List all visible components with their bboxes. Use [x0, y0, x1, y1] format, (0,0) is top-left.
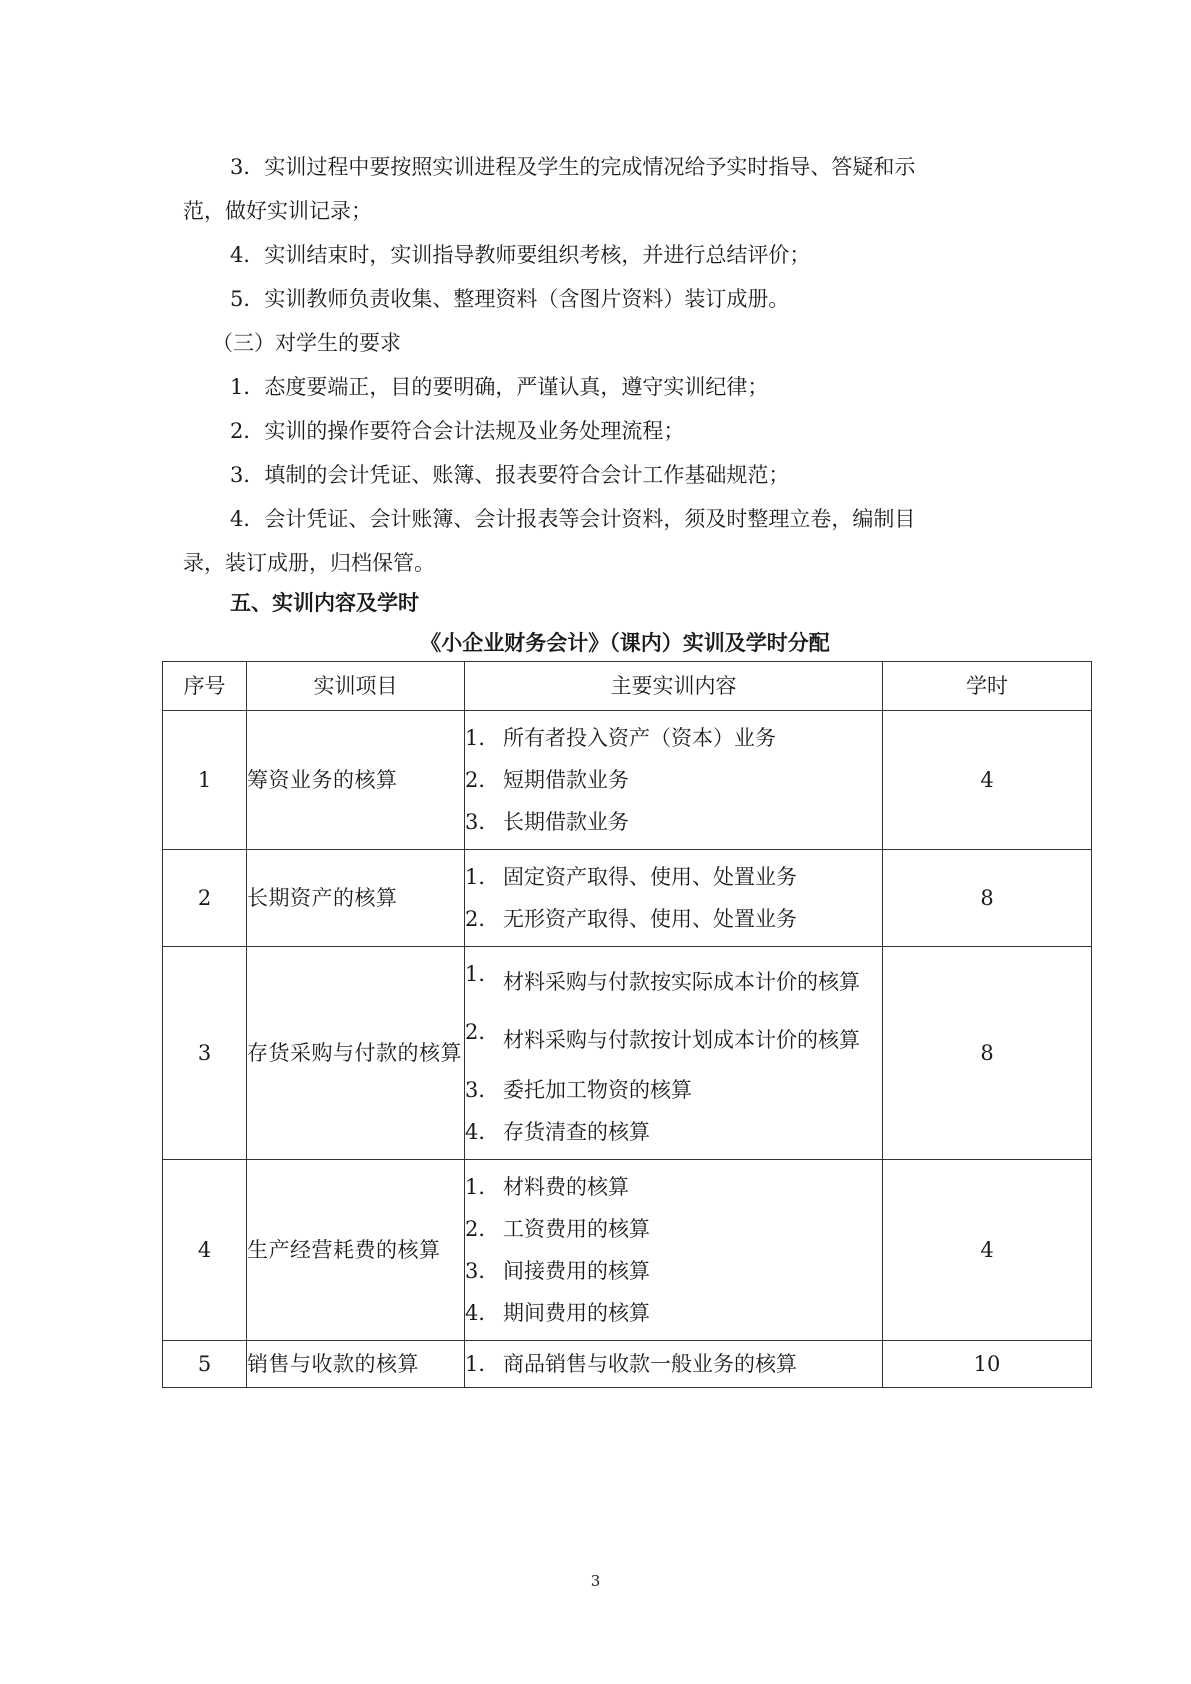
content-item: 2． 无形资产取得、使用、处置业务 — [465, 907, 797, 931]
content-item: 1． 材料费的核算 — [465, 1175, 629, 1199]
header-no: 序号 — [163, 662, 247, 711]
row-no: 5 — [163, 1341, 247, 1388]
table-row — [163, 947, 1092, 1160]
row-no: 3 — [163, 947, 247, 1160]
table-header-row — [163, 662, 1092, 711]
row-hours: 4 — [883, 1160, 1092, 1341]
row-project: 筹资业务的核算 — [247, 711, 465, 850]
row-hours: 8 — [883, 947, 1092, 1160]
content-item: 1． 固定资产取得、使用、处置业务 — [465, 865, 797, 889]
section-heading: 五、实训内容及学时 — [230, 590, 419, 615]
row-project: 销售与收款的核算 — [247, 1341, 465, 1388]
paragraph-line: 4．实训结束时，实训指导教师要组织考核，并进行总结评价； — [230, 243, 811, 267]
paragraph-line: 录，装订成册，归档保管。 — [183, 551, 435, 575]
paragraph-line: 3．实训过程中要按照实训进程及学生的完成情况给予实时指导、答疑和示 — [230, 155, 916, 179]
content-item: 2． 短期借款业务 — [465, 768, 629, 792]
content-item: 2． 材料采购与付款按计划成本计价的核算 — [465, 1020, 860, 1052]
paragraph-line: 4．会计凭证、会计账簿、会计报表等会计资料，须及时整理立卷，编制目 — [230, 507, 916, 531]
row-project: 存货采购与付款的核算 — [247, 947, 465, 1160]
row-hours: 8 — [883, 850, 1092, 947]
row-content — [465, 1160, 883, 1341]
row-no: 4 — [163, 1160, 247, 1341]
paragraph-line: 2．实训的操作要符合会计法规及业务处理流程； — [230, 419, 685, 443]
paragraph-line: 3．填制的会计凭证、账簿、报表要符合会计工作基础规范； — [230, 463, 790, 487]
row-no: 2 — [163, 850, 247, 947]
row-project: 生产经营耗费的核算 — [247, 1160, 465, 1341]
row-content — [465, 711, 883, 850]
row-content — [465, 850, 883, 947]
header-content: 主要实训内容 — [465, 662, 883, 711]
table-row — [163, 850, 1092, 947]
table-row — [163, 1341, 1092, 1388]
row-no: 1 — [163, 711, 247, 850]
content-item: 1． 商品销售与收款一般业务的核算 — [465, 1352, 797, 1376]
page-number: 3 — [590, 1572, 601, 1590]
content-item: 3． 间接费用的核算 — [465, 1259, 650, 1283]
content-item: 2． 工资费用的核算 — [465, 1217, 650, 1241]
header-project: 实训项目 — [247, 662, 465, 711]
header-hours: 学时 — [883, 662, 1092, 711]
paragraph-line: 1．态度要端正，目的要明确，严谨认真，遵守实训纪律； — [230, 375, 769, 399]
table-caption: 《小企业财务会计》（课内）实训及学时分配 — [420, 630, 830, 655]
row-content — [465, 1341, 883, 1388]
content-item: 1． 材料采购与付款按实际成本计价的核算 — [465, 962, 860, 994]
row-project: 长期资产的核算 — [247, 850, 465, 947]
training-hours-table — [162, 661, 1092, 1388]
content-item: 4． 期间费用的核算 — [465, 1301, 650, 1325]
content-item: 3． 长期借款业务 — [465, 810, 629, 834]
row-content — [465, 947, 883, 1160]
row-hours: 4 — [883, 711, 1092, 850]
paragraph-line: 5．实训教师负责收集、整理资料（含图片资料）装订成册。 — [230, 287, 790, 311]
subheading: （三）对学生的要求 — [212, 331, 401, 355]
row-hours: 10 — [883, 1341, 1092, 1388]
content-item: 1． 所有者投入资产（资本）业务 — [465, 726, 776, 750]
table-row — [163, 711, 1092, 850]
content-item: 4． 存货清查的核算 — [465, 1120, 650, 1144]
table-row — [163, 1160, 1092, 1341]
content-item: 3． 委托加工物资的核算 — [465, 1078, 692, 1102]
paragraph-line: 范，做好实训记录； — [183, 199, 372, 223]
